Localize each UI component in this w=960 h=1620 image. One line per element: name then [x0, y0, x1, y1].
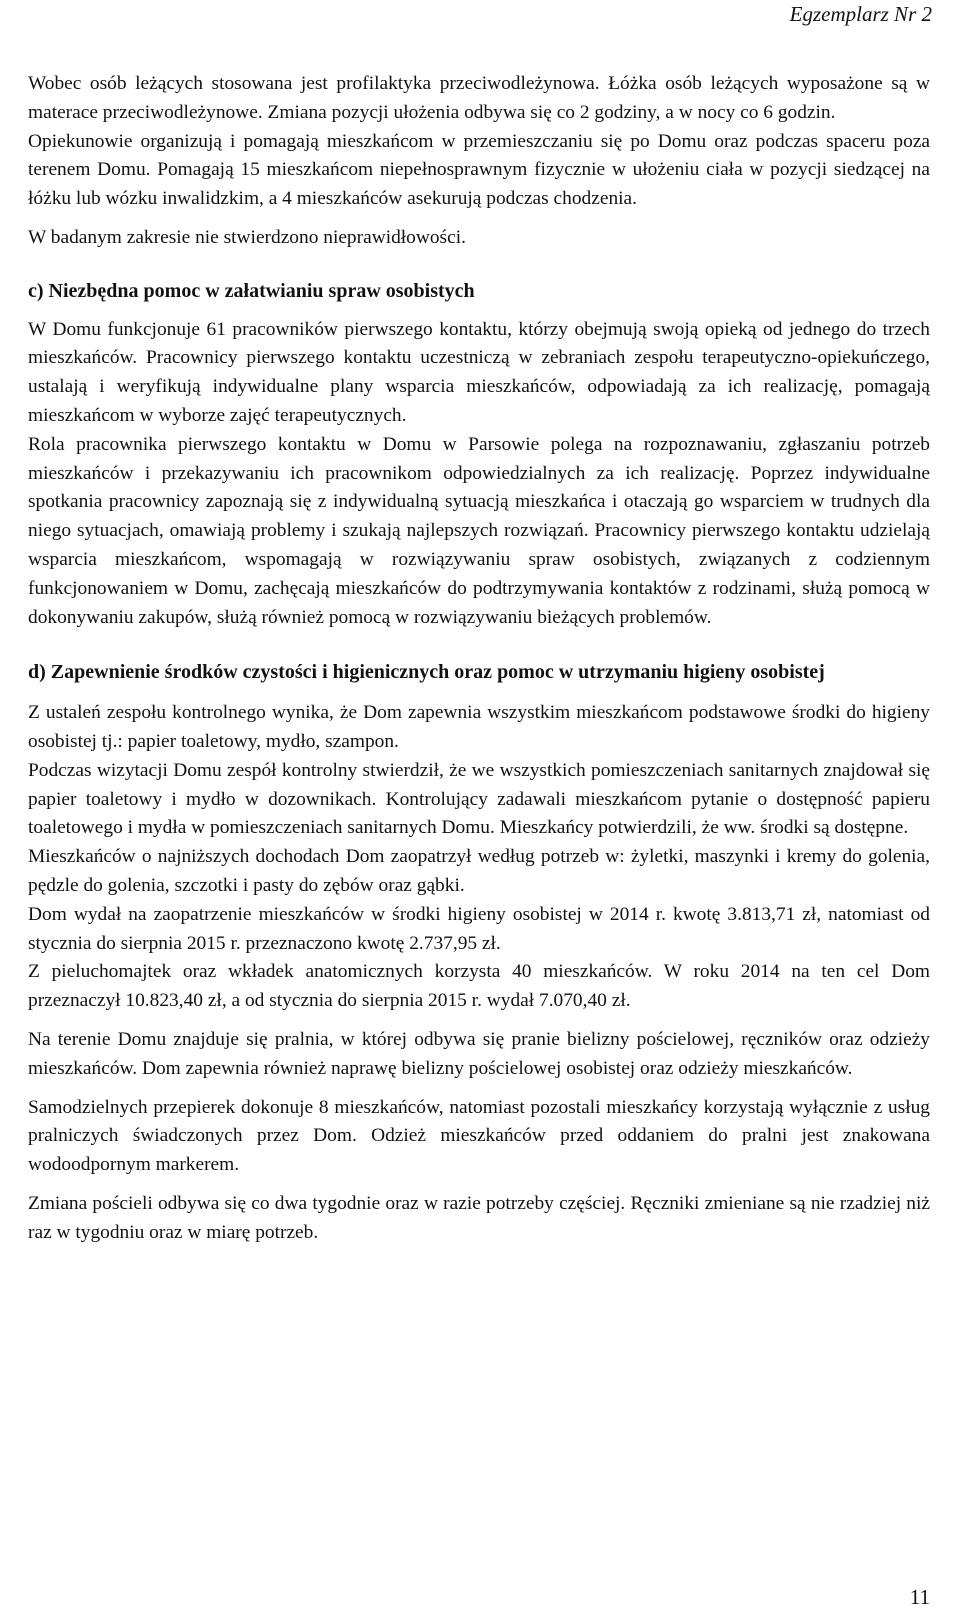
- paragraph-hygiene-supplies: Z ustaleń zespołu kontrolnego wynika, że Dom zapewnia wszystkim mieszkańcom podstawowe środki do higieny osobistej tj.: papier toaletowy, mydło, szampon.: [28, 702, 930, 752]
- paragraph-low-income-supplies: Mieszkańców o najniższych dochodach Dom zaopatrzył według potrzeb w: żyletki, maszynki i kremy do golenia, pędzle do golenia, szczotki i pasty do zębów oraz gąbki.: [28, 846, 930, 896]
- paragraph-laundry: Na terenie Domu znajduje się pralnia, w której odbywa się pranie bielizny pościelowej, ręczników oraz odzieży mieszkańców. Dom zapewnia również naprawę bielizny pościelowej osobistej oraz odzieży mieszkańców.: [28, 1028, 930, 1079]
- paragraph-first-contact-role: Rola pracownika pierwszego kontaktu w Domu w Parsowie polega na rozpoznawaniu, zgłaszaniu potrzeb mieszkańców i przekazywaniu ich pracownikom odpowiedzialnych za ich realizację. Poprzez indywidualne spotkania pracownicy zapoznają się z indywidualną sytuacją mieszkańca i otaczają go wsparciem w trudnych dla niego sytuacjach, omawiają problemy i szukają najlepszych rozwiązań. Pracownicy pierwszego kontaktu udzielają wsparcia mieszkańcom, wspomagają w rozwiązywaniu spraw osobistych, związanych z codziennym funkcjonowaniem w Domu, zachęcają mieszkańców do podtrzymywania kontaktów z rodzinami, służą pomocą w dokonywaniu zakupów, służą również pomocą w rozwiązywaniu bieżących problemów.: [28, 433, 930, 628]
- copy-number-header: Egzemplarz Nr 2: [789, 2, 932, 26]
- paragraph-incontinence-products: Z pieluchomajtek oraz wkładek anatomicznych korzysta 40 mieszkańców. W roku 2014 na ten cel Dom przeznaczył 10.823,40 zł, a od stycznia do sierpnia 2015 r. wydał 7.070,40 zł.: [28, 961, 930, 1012]
- page-number: 11: [909, 1585, 930, 1609]
- paragraph-first-contact-staff: W Domu funkcjonuje 61 pracowników pierwszego kontaktu, którzy obejmują swoją opieką od jednego do trzech mieszkańców. Pracownicy pierwszego kontaktu uczestniczą w zebraniach zespołu terapeutyczno-opiekuńczego, ustalają i weryfikują indywidualne plany wsparcia mieszkańców, odpowiadają za ich realizację, pomagają mieszkańcom w wyborze zajęć terapeutycznych.: [28, 318, 930, 426]
- section-heading-c: c) Niezbędna pomoc w załatwianiu spraw osobistych: [28, 279, 475, 302]
- document-body: [28, 70, 930, 1247]
- section-heading-d: d) Zapewnienie środków czystości i higienicznych oraz pomoc w utrzymaniu higieny osobistej: [28, 661, 825, 684]
- paragraph-linen-change: Zmiana pościeli odbywa się co dwa tygodnie oraz w razie potrzeby częściej. Ręczniki zmieniane są nie rzadziej niż raz w tygodniu oraz w miarę potrzeb.: [28, 1192, 930, 1243]
- paragraph-inspection-findings: Podczas wizytacji Domu zespół kontrolny stwierdził, że we wszystkich pomieszczeniach sanitarnych znajdował się papier toaletowy i mydło w dozownikach. Kontrolujący zadawali mieszkańcom pytanie o dostępność papieru toaletowego i mydła w pomieszczeniach sanitarnych Domu. Mieszkańcy potwierdzili, że ww. środki są dostępne.: [28, 759, 930, 839]
- paragraph-self-washing: Samodzielnych przepierek dokonuje 8 mieszkańców, natomiast pozostali mieszkańcy korzystają wyłącznie z usług pralniczych świadczonych przez Dom. Odzież mieszkańców przed oddaniem do pralni jest znakowana wodoodpornym markerem.: [28, 1096, 930, 1176]
- paragraph-hygiene-spending: Dom wydał na zaopatrzenie mieszkańców w środki higieny osobistej w 2014 r. kwotę 3.813,71 zł, natomiast od stycznia do sierpnia 2015 r. przeznaczono kwotę 2.737,95 zł.: [28, 903, 930, 954]
- paragraph-no-irregularities: W badanym zakresie nie stwierdzono nieprawidłowości.: [28, 226, 466, 248]
- paragraph-mobility-assistance: Opiekunowie organizują i pomagają mieszkańcom w przemieszczaniu się po Domu oraz podczas spaceru poza terenem Domu. Pomagają 15 mieszkańcom niepełnosprawnym fizycznie w ułożeniu ciała w pozycji siedzącej na łóżku lub wózku inwalidzkim, a 4 mieszkańców asekurują podczas chodzenia.: [28, 130, 930, 210]
- paragraph-pressure-ulcer-prevention: Wobec osób leżących stosowana jest profilaktyka przeciwodleżynowa. Łóżka osób leżących wyposażone są w materace przeciwodleżynowe. Zmiana pozycji ułożenia odbywa się co 2 godziny, a w nocy co 6 godzin.: [28, 73, 930, 123]
